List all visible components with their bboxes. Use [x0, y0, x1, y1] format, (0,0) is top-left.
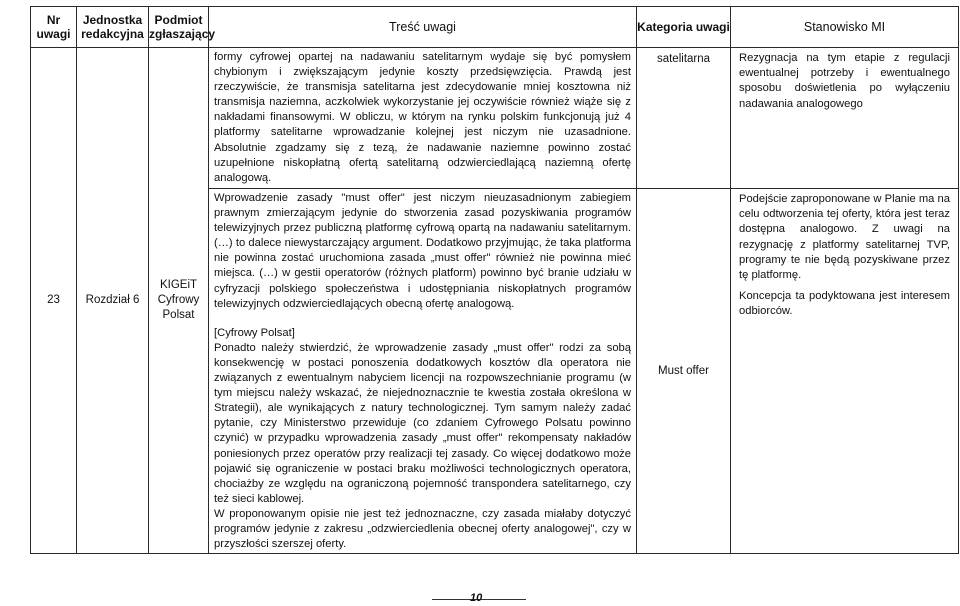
- header-position: Stanowisko MI: [731, 7, 959, 48]
- header-category: Kategoria uwagi: [637, 7, 731, 48]
- header-content: Treść uwagi: [209, 7, 637, 48]
- position-text-2: Podejście zaproponowane w Planie ma na celu odtworzenia tej oferty, która jest teraz dostępna analogowo. Z uwagi na rezygnację z platformy satelitarnej TVP, programy te nie będą pozyskiwane przez tę platformę.: [739, 193, 950, 282]
- content-paragraph-1: formy cyfrowej opartej na nadawaniu satelitarnym wydaje się być pomysłem chybionym i zwiększającym jedynie koszty przedsięwzięcia. Prawdą jest rzeczywiście, że transmisja satelitarna jest zdecydowanie mniej kosztowna niż transmisja naziemna, aczkolwiek wykorzystanie jej oczywiście również wiąże się z nakładami finansowymi. W obliczu, w którym na rynku polskim funkcjonują już 4 platformy satelitarne wprowadzanie kolejnej jest niczym nie uzasadnione. Absolutnie zgadzamy się z tezą, że nadawanie naziemne powinno zostać uzupełnione niskopłatną ofertą satelitarną odzwierciedlającą naziemną ofertę analogową.: [214, 51, 631, 184]
- table-row: [31, 48, 959, 189]
- row-submitter: KIGEiT Cyfrowy Polsat: [149, 48, 209, 554]
- category-cell-2: Must offer: [637, 189, 731, 554]
- position-text-3: Koncepcja ta podyktowana jest interesem odbiorców.: [739, 290, 950, 318]
- position-cell-2: [731, 189, 959, 554]
- content-cell-2: [209, 189, 637, 554]
- row-nr: 23: [31, 48, 77, 554]
- header-unit: Jednostka redakcyjna: [77, 7, 149, 48]
- page-number: 10: [470, 592, 483, 604]
- comments-table: [30, 6, 959, 554]
- position-cell-1: [731, 48, 959, 189]
- content-paragraph-2: Wprowadzenie zasady "must offer" jest niczym nieuzasadnionym zabiegiem prawnym zmierzającym jedynie do stworzenia zasad pozyskiwania programów telewizyjnych przez publiczną platformę cyfrową opartą na nadawaniu satelitarnym. (…) to dalece niewystarczający argument. Dodatkowo przyjmując, że taka platforma nie powinna zostać uruchomiona zasada „must offer" również nie powinna mieć miejsca. (…) w gestii operatorów (różnych platform) powinno być branie udziału w cyfryzacji polskiego społeczeństwa i udostępniania niskopłatnych programów telewizyjnych odzwierciedlających obecną ofertę analogową.: [214, 192, 631, 310]
- content-cell-1: [209, 48, 637, 189]
- position-text-1: Rezygnacja na tym etapie z regulacji ewentualnej potrzeby i ewentualnego sposobu doświetlenia po wyłączeniu nadawania analogowego: [739, 52, 950, 110]
- content-source-label: [Cyfrowy Polsat]: [214, 326, 295, 339]
- header-submitter: Podmiot zgłaszający: [149, 7, 209, 48]
- header-nr: Nr uwagi: [31, 7, 77, 48]
- category-cell-1: satelitarna: [637, 48, 731, 189]
- row-unit: Rozdział 6: [77, 48, 149, 554]
- table-header-row: [31, 7, 959, 48]
- content-paragraph-3: Ponadto należy stwierdzić, że wprowadzenie zasady „must offer" rodzi za sobą konsekwencję w postaci ponoszenia dodatkowych kosztów dla operatora nie związanych z ewentualnym nabyciem licencji na rozpowszechnianie programu (w tym miejscu należy wskazać, że niejednoznacznie te kwestia została określona w Strategii), ale wynikających z natury technologicznej. Tym samym należy zadać pytanie, czy Ministerstwo przewiduje (co zdaniem Cyfrowego Polsatu powinno czynić) w przypadku wprowadzenia zasady „must offer" rekompensaty nakładów poniesionych przez operatów przy realizacji tej zasady. Co więcej dodatkowo może pojawić się ograniczenie w postaci braku możliwości technologicznych operatora, chociażby ze względu na ograniczoną pojemność transpondera satelitarnego, czy też sieci kablowej.: [214, 341, 631, 505]
- content-paragraph-4: W proponowanym opisie nie jest też jednoznaczne, czy zasada miałaby dotyczyć programów jedynie z zakresu „odzwierciedlenia obecnej oferty analogowej", czy w przyszłości szerszej oferty.: [214, 507, 631, 551]
